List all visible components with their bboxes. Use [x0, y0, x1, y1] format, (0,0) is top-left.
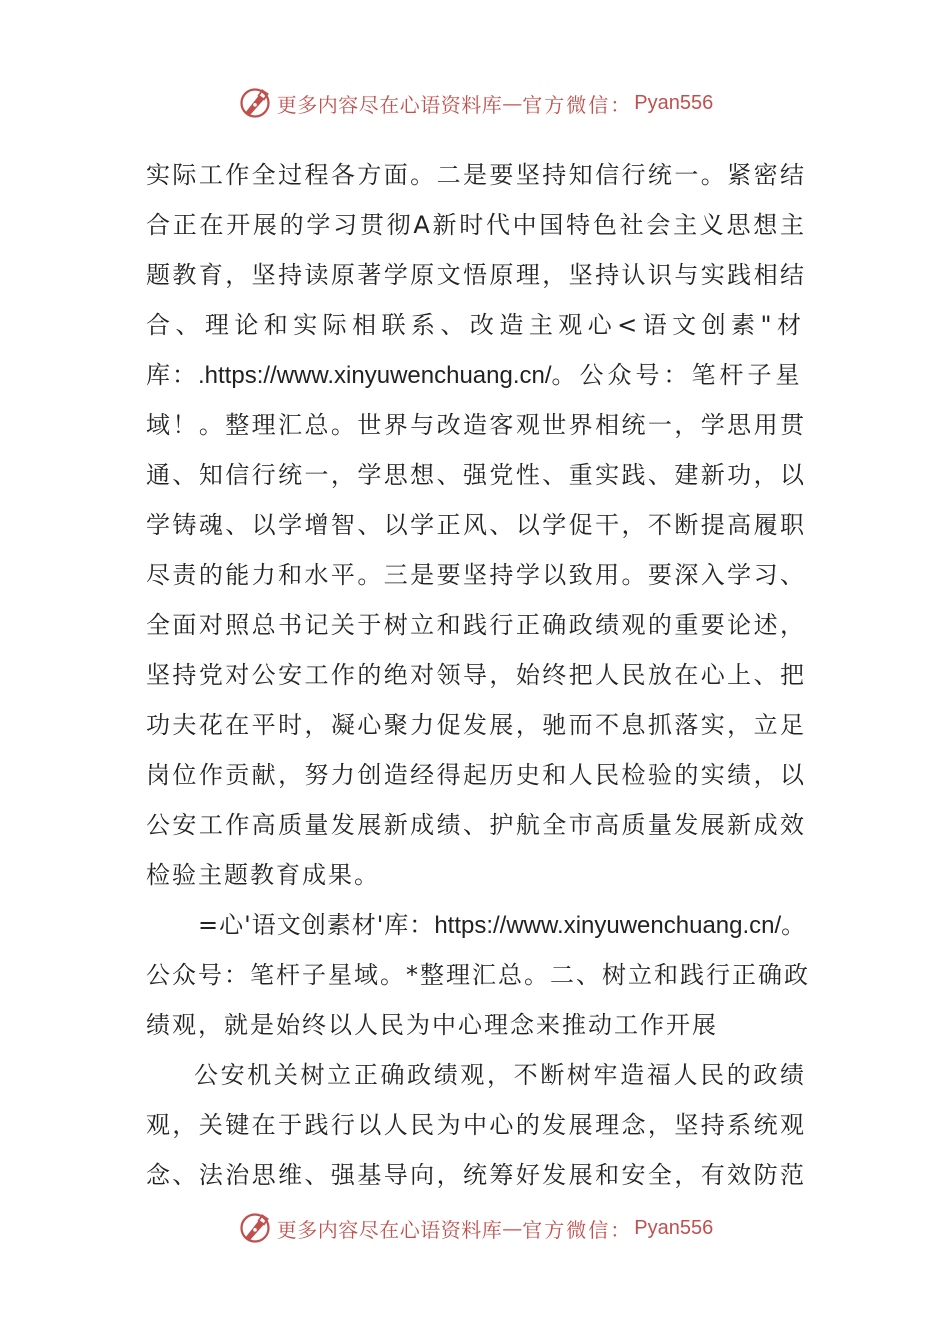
- text-line: 观，关键在于践行以人民为中心的发展理念，坚持系统观: [146, 1111, 806, 1139]
- text-line: 全面对照总书记关于树立和践行正确政绩观的重要论述，: [146, 611, 806, 639]
- text-segment: 。公众号：笔杆子星: [551, 361, 804, 389]
- text-line: 域！。整理汇总。世界与改造客观世界相统一，学思用贯: [146, 411, 806, 439]
- document-body: [146, 150, 810, 1200]
- footer-separator: —: [502, 1216, 523, 1240]
- header-wechat-label: 官方微信：: [522, 92, 633, 117]
- text-segment: =心'语文创素材'库：: [198, 911, 435, 939]
- text-line: 坚持党对公安工作的绝对领导，始终把人民放在心上、把: [146, 661, 806, 689]
- text-line: 岗位作贡献，努力创造经得起历史和人民检验的实绩，以: [146, 761, 806, 789]
- text-line: 题教育，坚持读原著学原文悟原理，坚持认识与实践相结: [146, 261, 806, 289]
- text-line: [146, 900, 806, 950]
- text-line: 学铸魂、以学增智、以学正风、以学促干，不断提高履职: [146, 511, 806, 539]
- text-line: 绩观，就是始终以人民为中心理念来推动工作开展: [146, 1011, 718, 1039]
- text-line: [146, 350, 806, 400]
- footer-banner: [0, 1208, 950, 1248]
- text-line: 公安机关树立正确政绩观，不断树牢造福人民的政绩: [194, 1061, 806, 1089]
- text-line: 尽责的能力和水平。三是要坚持学以致用。要深入学习、: [146, 561, 806, 589]
- header-banner: [0, 83, 950, 123]
- pen-nib-logo-icon: [237, 1210, 273, 1246]
- text-line: 合、理论和实际相联系、改造主观心<语文创素"材: [146, 311, 806, 339]
- text-segment: 。: [781, 911, 807, 939]
- header-separator: —: [502, 91, 523, 115]
- text-line: 公众号：笔杆子星域。*整理汇总。二、树立和践行正确政: [146, 961, 810, 989]
- footer-slogan: 更多内容尽在心语资料库: [276, 1217, 503, 1242]
- text-line: 念、法治思维、强基导向，统筹好发展和安全，有效防范: [146, 1161, 806, 1189]
- header-slogan: 更多内容尽在心语资料库: [276, 92, 503, 117]
- header-wechat-id: Pyan556: [634, 91, 714, 114]
- footer-wechat-label: 官方微信：: [522, 1217, 633, 1242]
- footer-wechat-id: Pyan556: [634, 1216, 714, 1239]
- text-line: 合正在开展的学习贯彻A新时代中国特色社会主义思想主: [146, 211, 806, 239]
- url-text: https://www.xinyuwenchuang.cn/: [434, 912, 782, 939]
- pen-nib-logo-icon: [237, 85, 273, 121]
- text-line: 检验主题教育成果。: [146, 861, 380, 889]
- text-segment: 库：: [146, 361, 198, 389]
- text-line: 通、知信行统一，学思想、强党性、重实践、建新功，以: [146, 461, 806, 489]
- text-line: 实际工作全过程各方面。二是要坚持知信行统一。紧密结: [146, 161, 806, 189]
- text-line: 功夫花在平时，凝心聚力促发展，驰而不息抓落实，立足: [146, 711, 806, 739]
- text-line: 公安工作高质量发展新成绩、护航全市高质量发展新成效: [146, 811, 806, 839]
- url-text: .https://www.xinyuwenchuang.cn/: [198, 362, 552, 389]
